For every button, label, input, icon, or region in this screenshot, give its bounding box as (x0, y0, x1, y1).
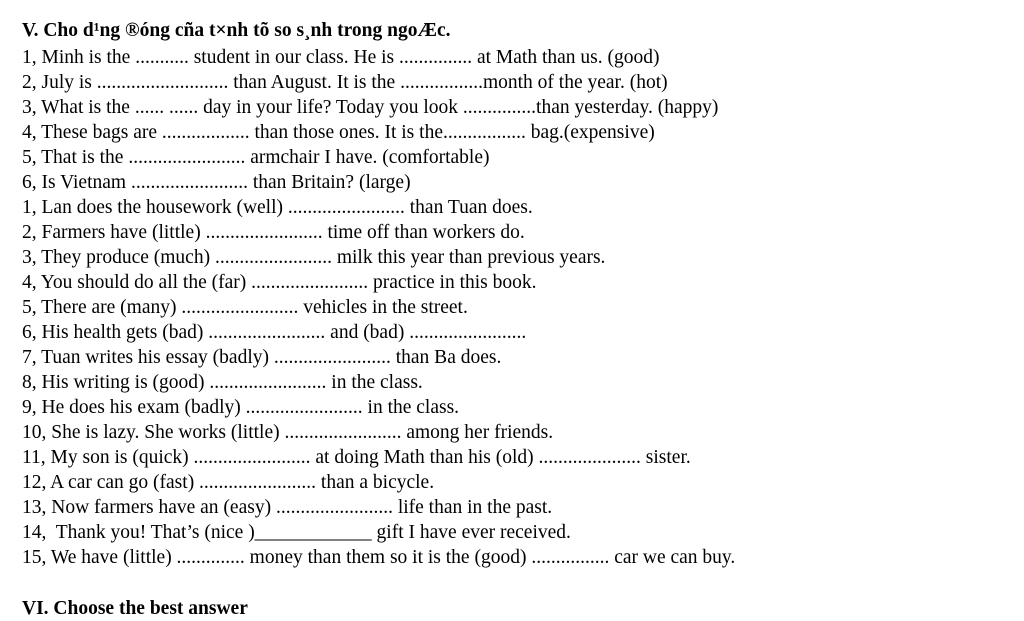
exercise-line: 6, His health gets (bad) ........................ and (bad) ........................ (22, 322, 527, 343)
exercise-line: 5, That is the ........................ armchair I have. (comfortable) (22, 147, 490, 168)
exercise-line: 2, Farmers have (little) ........................ time off than workers do. (22, 222, 525, 243)
exercise-line: 7, Tuan writes his essay (badly) ........................ than Ba does. (22, 347, 502, 368)
exercise-line: 5, There are (many) ........................ vehicles in the street. (22, 297, 468, 318)
exercise-line: 11, My son is (quick) ........................ at doing Math than his (old) ..................... sister. (22, 447, 691, 468)
exercise-line: 3, What is the ...... ...... day in your life? Today you look ...............than yesterday. (happy) (22, 97, 719, 118)
exercise-line: 1, Minh is the ........... student in our class. He is ............... at Math than us. (good) (22, 47, 660, 68)
exercise-line: 1, Lan does the housework (well) ........................ than Tuan does. (22, 197, 533, 218)
exercise-line: 9, He does his exam (badly) ........................ in the class. (22, 397, 460, 418)
exercise-line: 2, July is ........................... than August. It is the .................month of the year. (hot) (22, 72, 668, 93)
exercise-line: 13, Now farmers have an (easy) ........................ life than in the past. (22, 497, 553, 518)
section-heading: V. Cho d¹ng ®óng cña t×nh tõ so s¸nh trong ngoÆc. (22, 20, 451, 41)
exercise-line: 4, You should do all the (far) ........................ practice in this book. (22, 272, 537, 293)
exercise-line: 10, She is lazy. She works (little) ........................ among her friends. (22, 422, 554, 443)
exercise-list (22, 45, 735, 570)
exercise-line: 14, Thank you! That’s (nice )____________ gift I have ever received. (22, 522, 571, 543)
next-section-heading: VI. Choose the best answer (22, 598, 248, 619)
exercise-line: 15, We have (little) .............. money than them so it is the (good) ................ car we can buy. (22, 547, 736, 568)
exercise-line: 6, Is Vietnam ........................ than Britain? (large) (22, 172, 411, 193)
exercise-line: 12, A car can go (fast) ........................ than a bicycle. (22, 472, 435, 493)
exercise-line: 4, These bags are .................. than those ones. It is the................. bag.(expensive) (22, 122, 655, 143)
exercise-line: 3, They produce (much) ........................ milk this year than previous years. (22, 247, 606, 268)
exercise-line: 8, His writing is (good) ........................ in the class. (22, 372, 423, 393)
